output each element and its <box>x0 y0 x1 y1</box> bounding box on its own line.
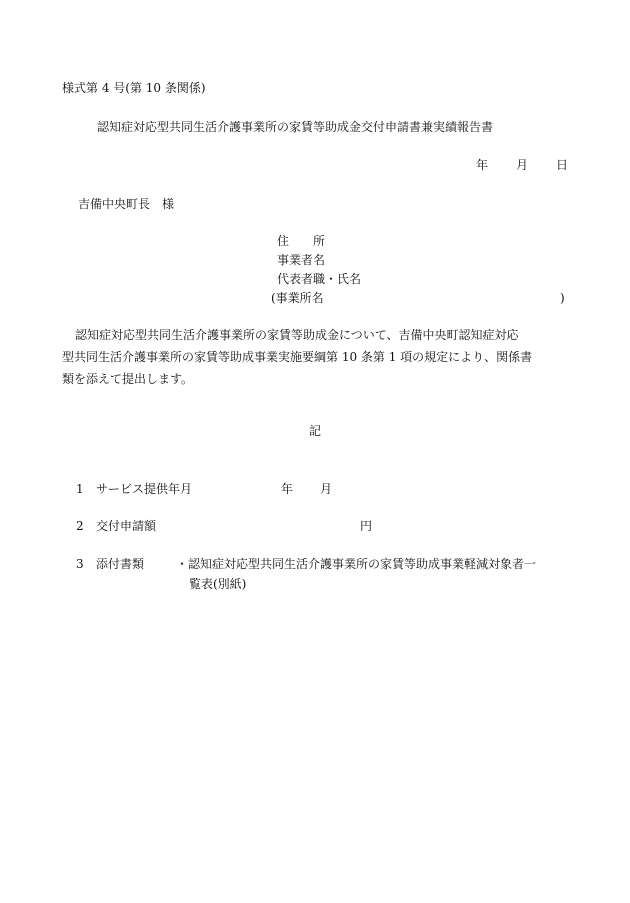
body-line: 類を添えて提出します。 <box>62 372 194 386</box>
document-title: 認知症対応型共同生活介護事業所の家賃等助成金交付申請書兼実績報告書 <box>97 120 494 134</box>
facility-name-close: ) <box>560 291 565 305</box>
body-line: 型共同生活介護事業所の家賃等助成事業実施要綱第 10 条第 1 項の規定により、関係書 <box>62 350 533 364</box>
representative-label: 代表者職・氏名 <box>277 272 362 286</box>
body-paragraph <box>62 324 568 390</box>
item-number: 1 <box>76 482 84 496</box>
item-month: 月 <box>320 482 333 496</box>
item-year: 年 <box>281 482 294 496</box>
attachment-line: ・認知症対応型共同生活介護事業所の家賃等助成事業軽減対象者一 <box>176 557 537 571</box>
addressee: 吉備中央町長 様 <box>78 197 175 211</box>
body-line: 認知症対応型共同生活介護事業所の家賃等助成金について、吉備中央町認知症対応 <box>75 328 519 342</box>
attachment-line: 覧表(別紙) <box>189 577 247 591</box>
form-number: 様式第 4 号(第 10 条関係) <box>62 81 206 95</box>
date-month: 月 <box>516 158 529 172</box>
item-label: サービス提供年月 <box>96 482 193 496</box>
item-unit: 円 <box>360 519 373 533</box>
date-year: 年 <box>476 158 489 172</box>
ki-heading: 記 <box>309 424 322 438</box>
item-number: 2 <box>76 519 84 533</box>
business-name-label: 事業者名 <box>277 253 326 267</box>
item-label: 添付書類 <box>96 557 145 571</box>
item-label: 交付申請額 <box>96 519 157 533</box>
address-label: 住 所 <box>277 234 326 248</box>
facility-name-open: (事業所名 <box>271 291 324 305</box>
date-day: 日 <box>556 158 569 172</box>
item-number: 3 <box>76 557 84 571</box>
